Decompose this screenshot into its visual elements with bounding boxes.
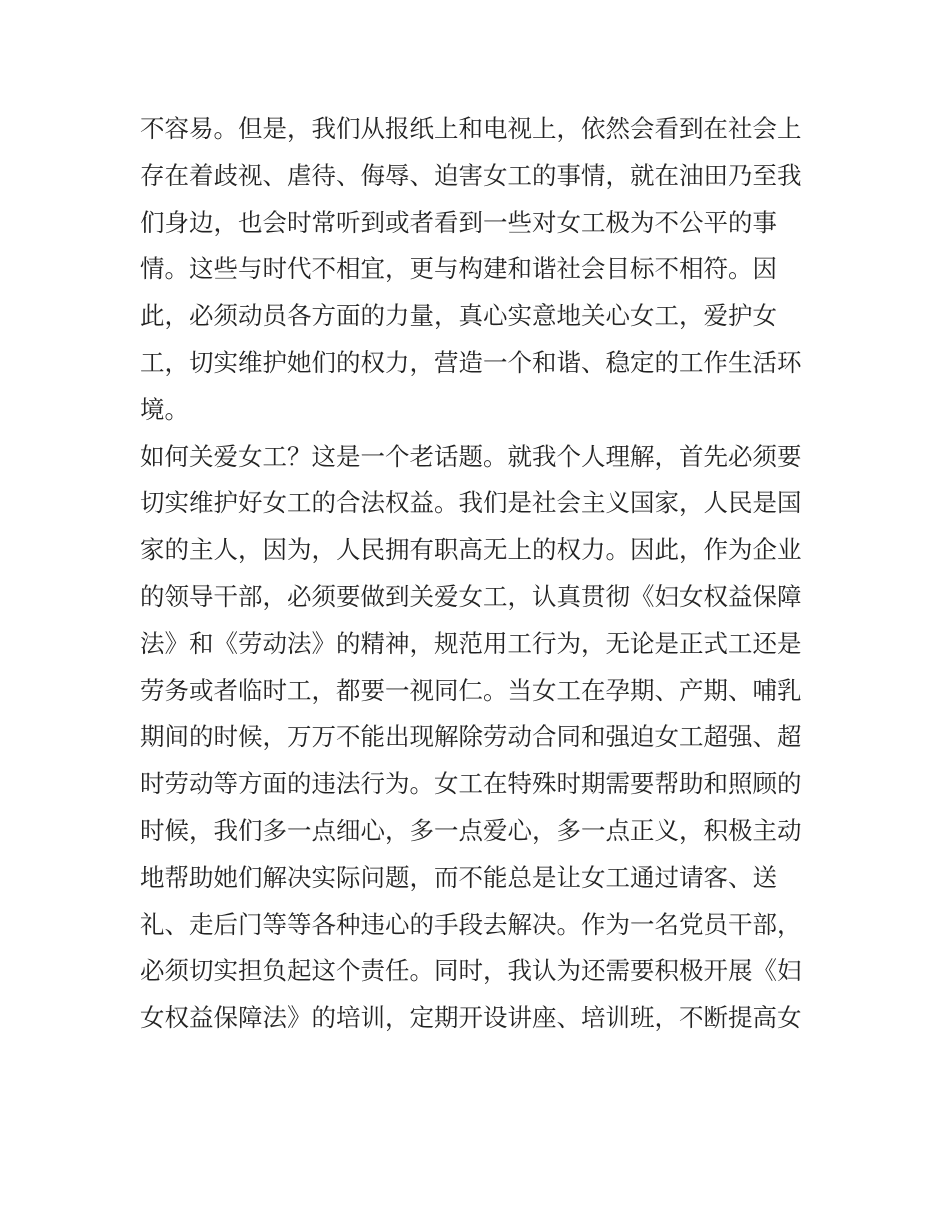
text-line: 工，切实维护她们的权力，营造一个和谐、稳定的工作生活环 (140, 347, 802, 377)
text-line: 境。 (140, 394, 189, 424)
text-line: 不容易。但是，我们从报纸上和电视上，依然会看到在社会上 (140, 114, 802, 143)
text-line: 此，必须动员各方面的力量，真心实意地关心女工，爱护女 (140, 301, 777, 331)
text-line: 劳务或者临时工，都要一视同仁。当女工在孕期、产期、哺乳 (140, 675, 802, 705)
text-line: 存在着歧视、虐待、侮辱、迫害女工的事情，就在油田乃至我 (140, 160, 802, 190)
text-line: 法》和《劳动法》的精神，规范用工行为，无论是正式工还是 (140, 628, 802, 658)
text-line: 家的主人，因为，人民拥有职高无上的权力。因此，作为企业 (140, 535, 802, 565)
text-line: 时候，我们多一点细心，多一点爱心，多一点正义，积极主动 (140, 815, 802, 845)
text-line: 必须切实担负起这个责任。同时，我认为还需要积极开展《妇 (140, 956, 802, 986)
text-line: 们身边，也会时常听到或者看到一些对女工极为不公平的事 (140, 207, 777, 237)
text-line: 礼、走后门等等各种违心的手段去解决。作为一名党员干部， (140, 909, 802, 939)
body-text (140, 106, 820, 1042)
text-line: 女权益保障法》的培训，定期开设讲座、培训班，不断提高女 (140, 1003, 802, 1033)
text-line: 期间的时候，万万不能出现解除劳动合同和强迫女工超强、超 (140, 722, 802, 752)
text-line: 时劳动等方面的违法行为。女工在特殊时期需要帮助和照顾的 (140, 769, 802, 799)
text-line: 情。这些与时代不相宜，更与构建和谐社会目标不相符。因 (140, 254, 777, 284)
text-line: 切实维护好女工的合法权益。我们是社会主义国家，人民是国 (140, 488, 802, 518)
text-line: 的领导干部，必须要做到关爱女工，认真贯彻《妇女权益保障 (140, 581, 802, 611)
text-line: 地帮助她们解决实际问题，而不能总是让女工通过请客、送 (140, 862, 777, 892)
text-line: 如何关爱女工？这是一个老话题。就我个人理解，首先必须要 (140, 441, 802, 471)
